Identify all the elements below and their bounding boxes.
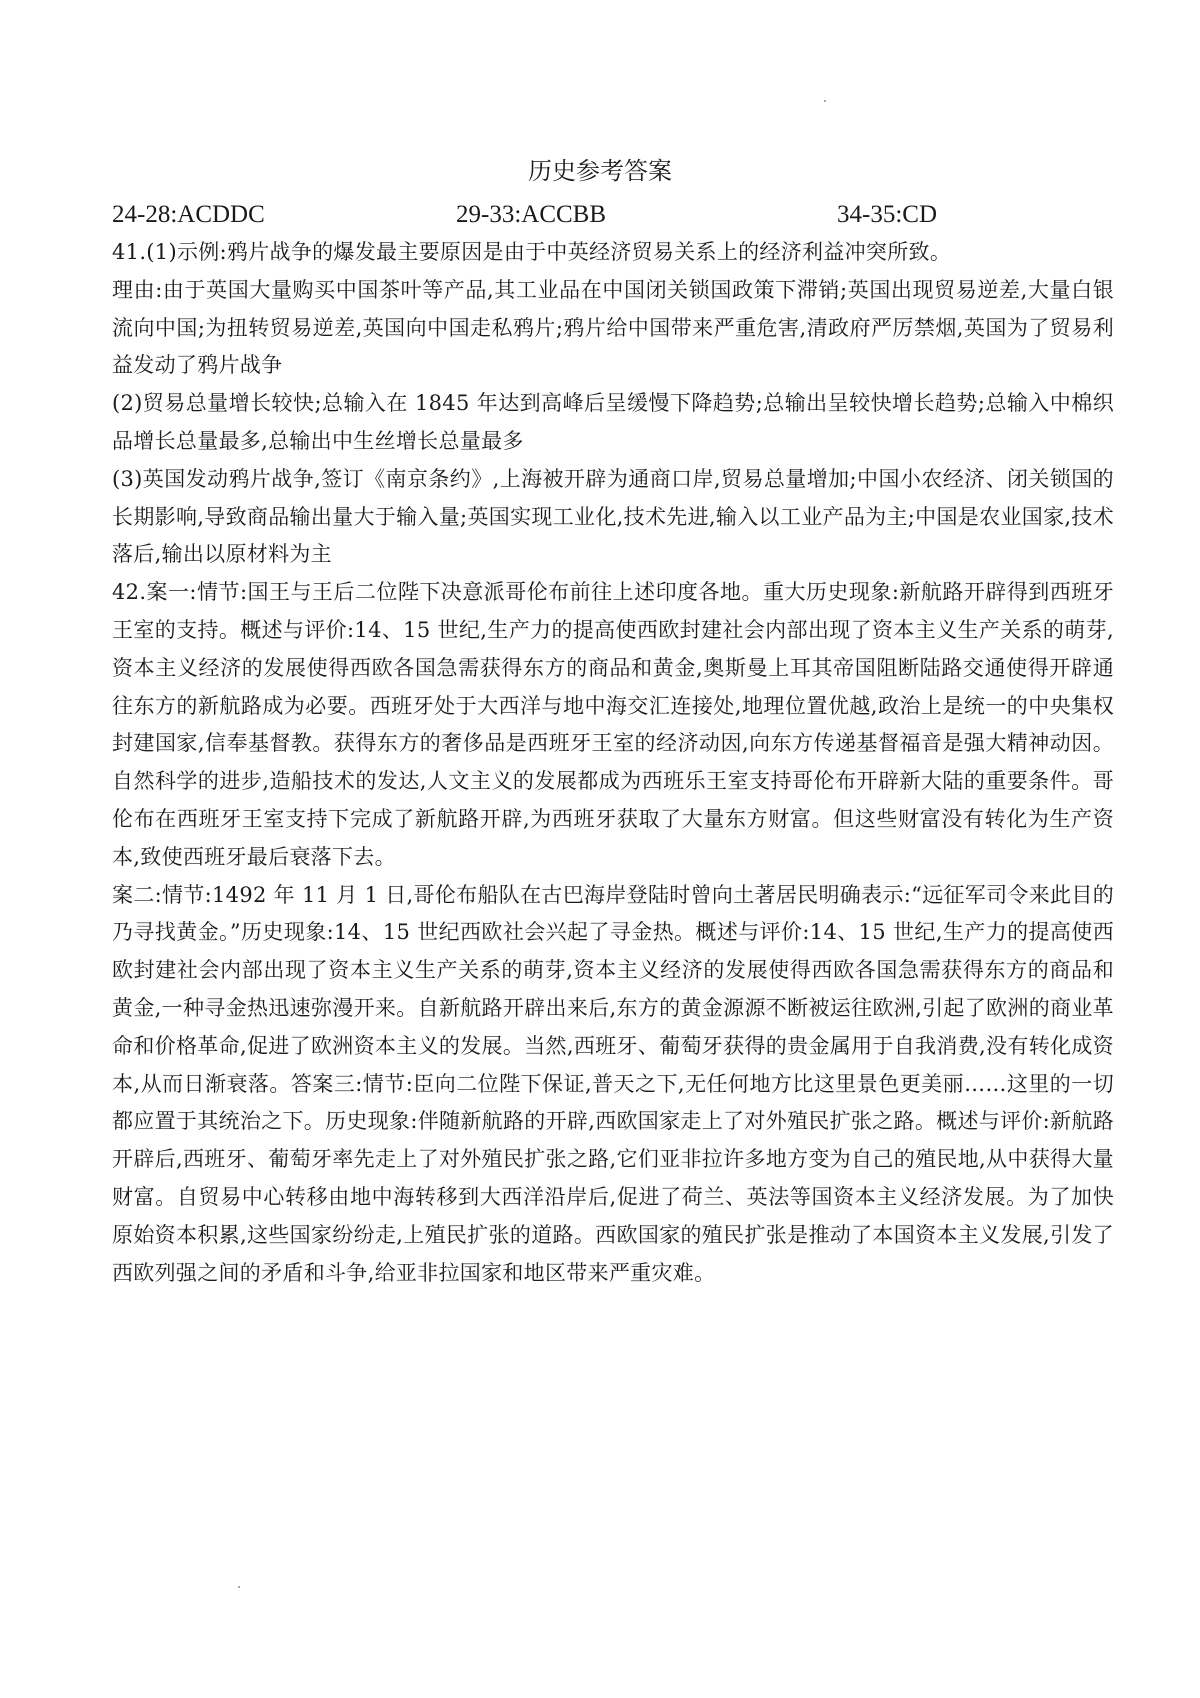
q42-case1: 42.案一:情节:国王与王后二位陛下决意派哥伦布前往上述印度各地。重大历史现象:新航路开辟得到西班牙王室的支持。概述与评价:14、15 世纪,生产力的提高使西欧封建社会内部出现了资本主义生产关系的萌芽,资本主义经济的发展使得西欧各国急需获得东方的商品和黄金,奥斯曼上耳其帝国阻断陆路交通使得开辟通往东方的新航路成为必要。西班牙处于大西洋与地中海交汇连接处,地理位置优越,政治上是统一的中央集权封建国家,信奉基督教。获得东方的奢侈品是西班牙王室的经济动因,向东方传递基督福音是强大精神动因。自然科学的进步,造船技术的发达,人文主义的发展都成为西班乐王室支持哥伦布开辟新大陆的重要条件。哥伦布在西班牙王室支持下完成了新航路开辟,为西班牙获取了大量东方财富。但这些财富没有转化为生产资本,致使西班牙最后衰落下去。 [112,580,1114,869]
page-title: 历史参考答案 [528,157,672,185]
q41-part2: (2)贸易总量增长较快;总输入在 1845 年达到高峰后呈缓慢下降趋势;总输出呈较快增长趋势;总输入中棉织品增长总量最多,总输出中生丝增长总量最多 [112,391,1114,453]
q41-part1-claim: 41.(1)示例:鸦片战争的爆发最主要原因是由于中英经济贸易关系上的经济利益冲突所致。 [112,240,952,264]
scan-speck [238,1586,240,1588]
answer-range-29-33: 29-33:ACCBB [456,201,607,228]
q41-part3: (3)英国发动鸦片战争,签订《南京条约》,上海被开辟为通商口岸,贸易总量增加;中国小农经济、闭关锁国的长期影响,导致商品输出量大于输入量;英国实现工业化,技术先进,输入以工业产品为主;中国是农业国家,技术落后,输出以原材料为主 [112,466,1114,567]
multiple-choice-answers [112,198,1112,232]
answer-body [112,234,1114,1292]
scan-speck [824,100,826,102]
answer-range-24-28: 24-28:ACDDC [112,201,265,228]
q41-part1-reason: 理由:由于英国大量购买中国茶叶等产品,其工业品在中国闭关锁国政策下滞销;英国出现贸易逆差,大量白银流向中国;为扭转贸易逆差,英国向中国走私鸦片;鸦片给中国带来严重危害,清政府严厉禁烟,英国为了贸易利益发动了鸦片战争 [112,277,1114,378]
answer-range-34-35: 34-35:CD [837,201,937,228]
q42-case2-case3: 案二:情节:1492 年 11 月 1 日,哥伦布船队在古巴海岸登陆时曾向土著居民明确表示:“远征军司令来此目的乃寻找黄金。”历史现象:14、15 世纪西欧社会兴起了寻金热。概述与评价:14、15 世纪,生产力的提高使西欧封建社会内部出现了资本主义生产关系的萌芽,资本主义经济的发展使得西欧各国急需获得东方的商品和黄金,一种寻金热迅速弥漫开来。自新航路开辟出来后,东方的黄金源源不断被运往欧洲,引起了欧洲的商业革命和价格革命,促进了欧洲资本主义的发展。当然,西班牙、葡萄牙获得的贵金属用于自我消费,没有转化成资本,从而日渐衰落。答案三:情节:臣向二位陛下保证,普天之下,无任何地方比这里景色更美丽……这里的一切都应置于其统治之下。历史现象:伴随新航路的开辟,西欧国家走上了对外殖民扩张之路。概述与评价:新航路开辟后,西班牙、葡萄牙率先走上了对外殖民扩张之路,它们亚非拉许多地方变为自己的殖民地,从中获得大量财富。自贸易中心转移由地中海转移到大西洋沿岸后,促进了荷兰、英法等国资本主义经济发展。为了加快原始资本积累,这些国家纷纷走,上殖民扩张的道路。西欧国家的殖民扩张是推动了本国资本主义发展,引发了西欧列强之间的矛盾和斗争,给亚非拉国家和地区带来严重灾难。 [112,882,1114,1285]
